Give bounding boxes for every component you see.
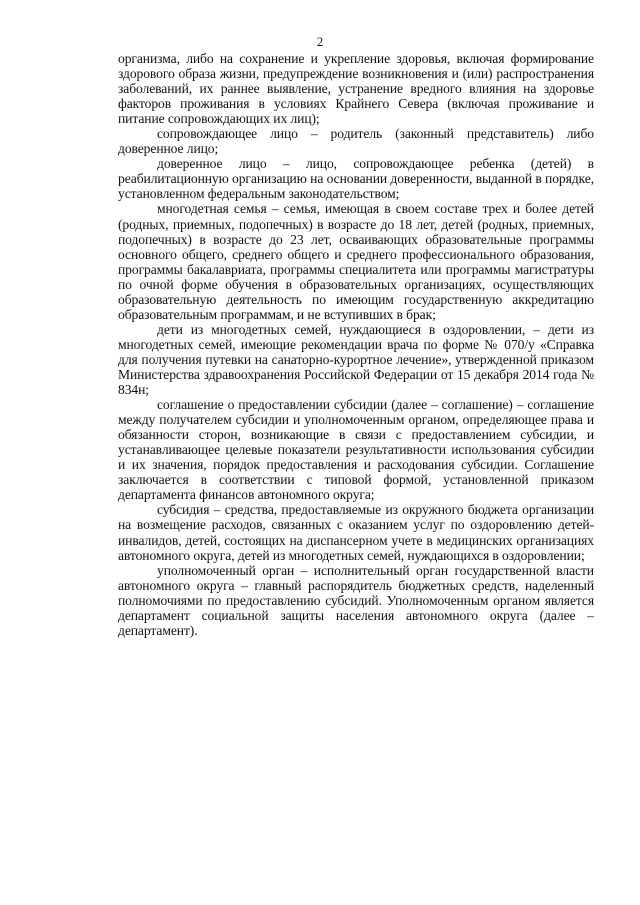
page-number: 2	[316, 34, 324, 49]
paragraph-subsidy-agreement: соглашение о предоставлении субсидии (далее – соглашение) – соглашение между получателем субсидии и уполномоченным органом, определяющее права и обязанности сторон, возникающие в связи с предоставлением субсидии, и устанавливающее целевые показатели результативности использования субсидии и их значения, порядок предоставления и расходования субсидии. Соглашение заключается в соответствии с типовой формой, установленной приказом департамента финансов автономного округа;	[118, 397, 594, 503]
paragraph-trusted-person: доверенное лицо – лицо, сопровождающее ребенка (детей) в реабилитационную организацию на основании доверенности, выданной в порядке, установленном федеральным законодательством;	[118, 156, 594, 202]
paragraph-health-continuation: организма, либо на сохранение и укрепление здоровья, включая формирование здорового образа жизни, предупреждение возникновения и (или) распространения заболеваний, их раннее выявление, устранение вредного влияния на здоровье факторов проживания в условиях Крайнего Севера (включая проживание и питание сопровождающих их лиц);	[118, 51, 594, 127]
paragraph-large-family: многодетная семья – семья, имеющая в своем составе трех и более детей (родных, приемных, подопечных) в возрасте до 18 лет, детей (родных, приемных, подопечных) в возрасте до 23 лет, осваивающих образовательные программы основного общего, среднего общего и среднего профессионального образования, программы бакалавриата, программы специалитета или программы магистратуры по очной форме обучения в образовательных организациях, осуществляющих образовательную деятельность по имеющим государственную аккредитацию образовательным программам, и не вступивших в брак;	[118, 201, 594, 322]
paragraph-accompanying-person: сопровождающее лицо – родитель (законный представитель) либо доверенное лицо;	[118, 126, 594, 157]
paragraph-children-large-families: дети из многодетных семей, нуждающиеся в оздоровлении, – дети из многодетных семей, имеющие рекомендации врача по форме № 070/у «Справка для получения путевки на санаторно-курортное лечение», утвержденной приказом Министерства здравоохранения Российской Федерации от 15 декабря 2014 года № 834н;	[118, 321, 594, 398]
paragraph-subsidy: субсидия – средства, предоставляемые из окружного бюджета организации на возмещение расходов, связанных с оказанием услуг по оздоровлению детей-инвалидов, детей, состоящих на диспансерном учете в медицинских организациях автономного округа, детей из многодетных семей, нуждающихся в оздоровлении;	[118, 502, 594, 563]
document-body	[118, 51, 594, 638]
paragraph-authorized-body: уполномоченный орган – исполнительный орган государственной власти автономного округа – главный распорядитель бюджетных средств, наделенный полномочиями по предоставлению субсидий. Уполномоченным органом является департамент социальной защиты населения автономного округа (далее – департамент).	[118, 562, 594, 638]
